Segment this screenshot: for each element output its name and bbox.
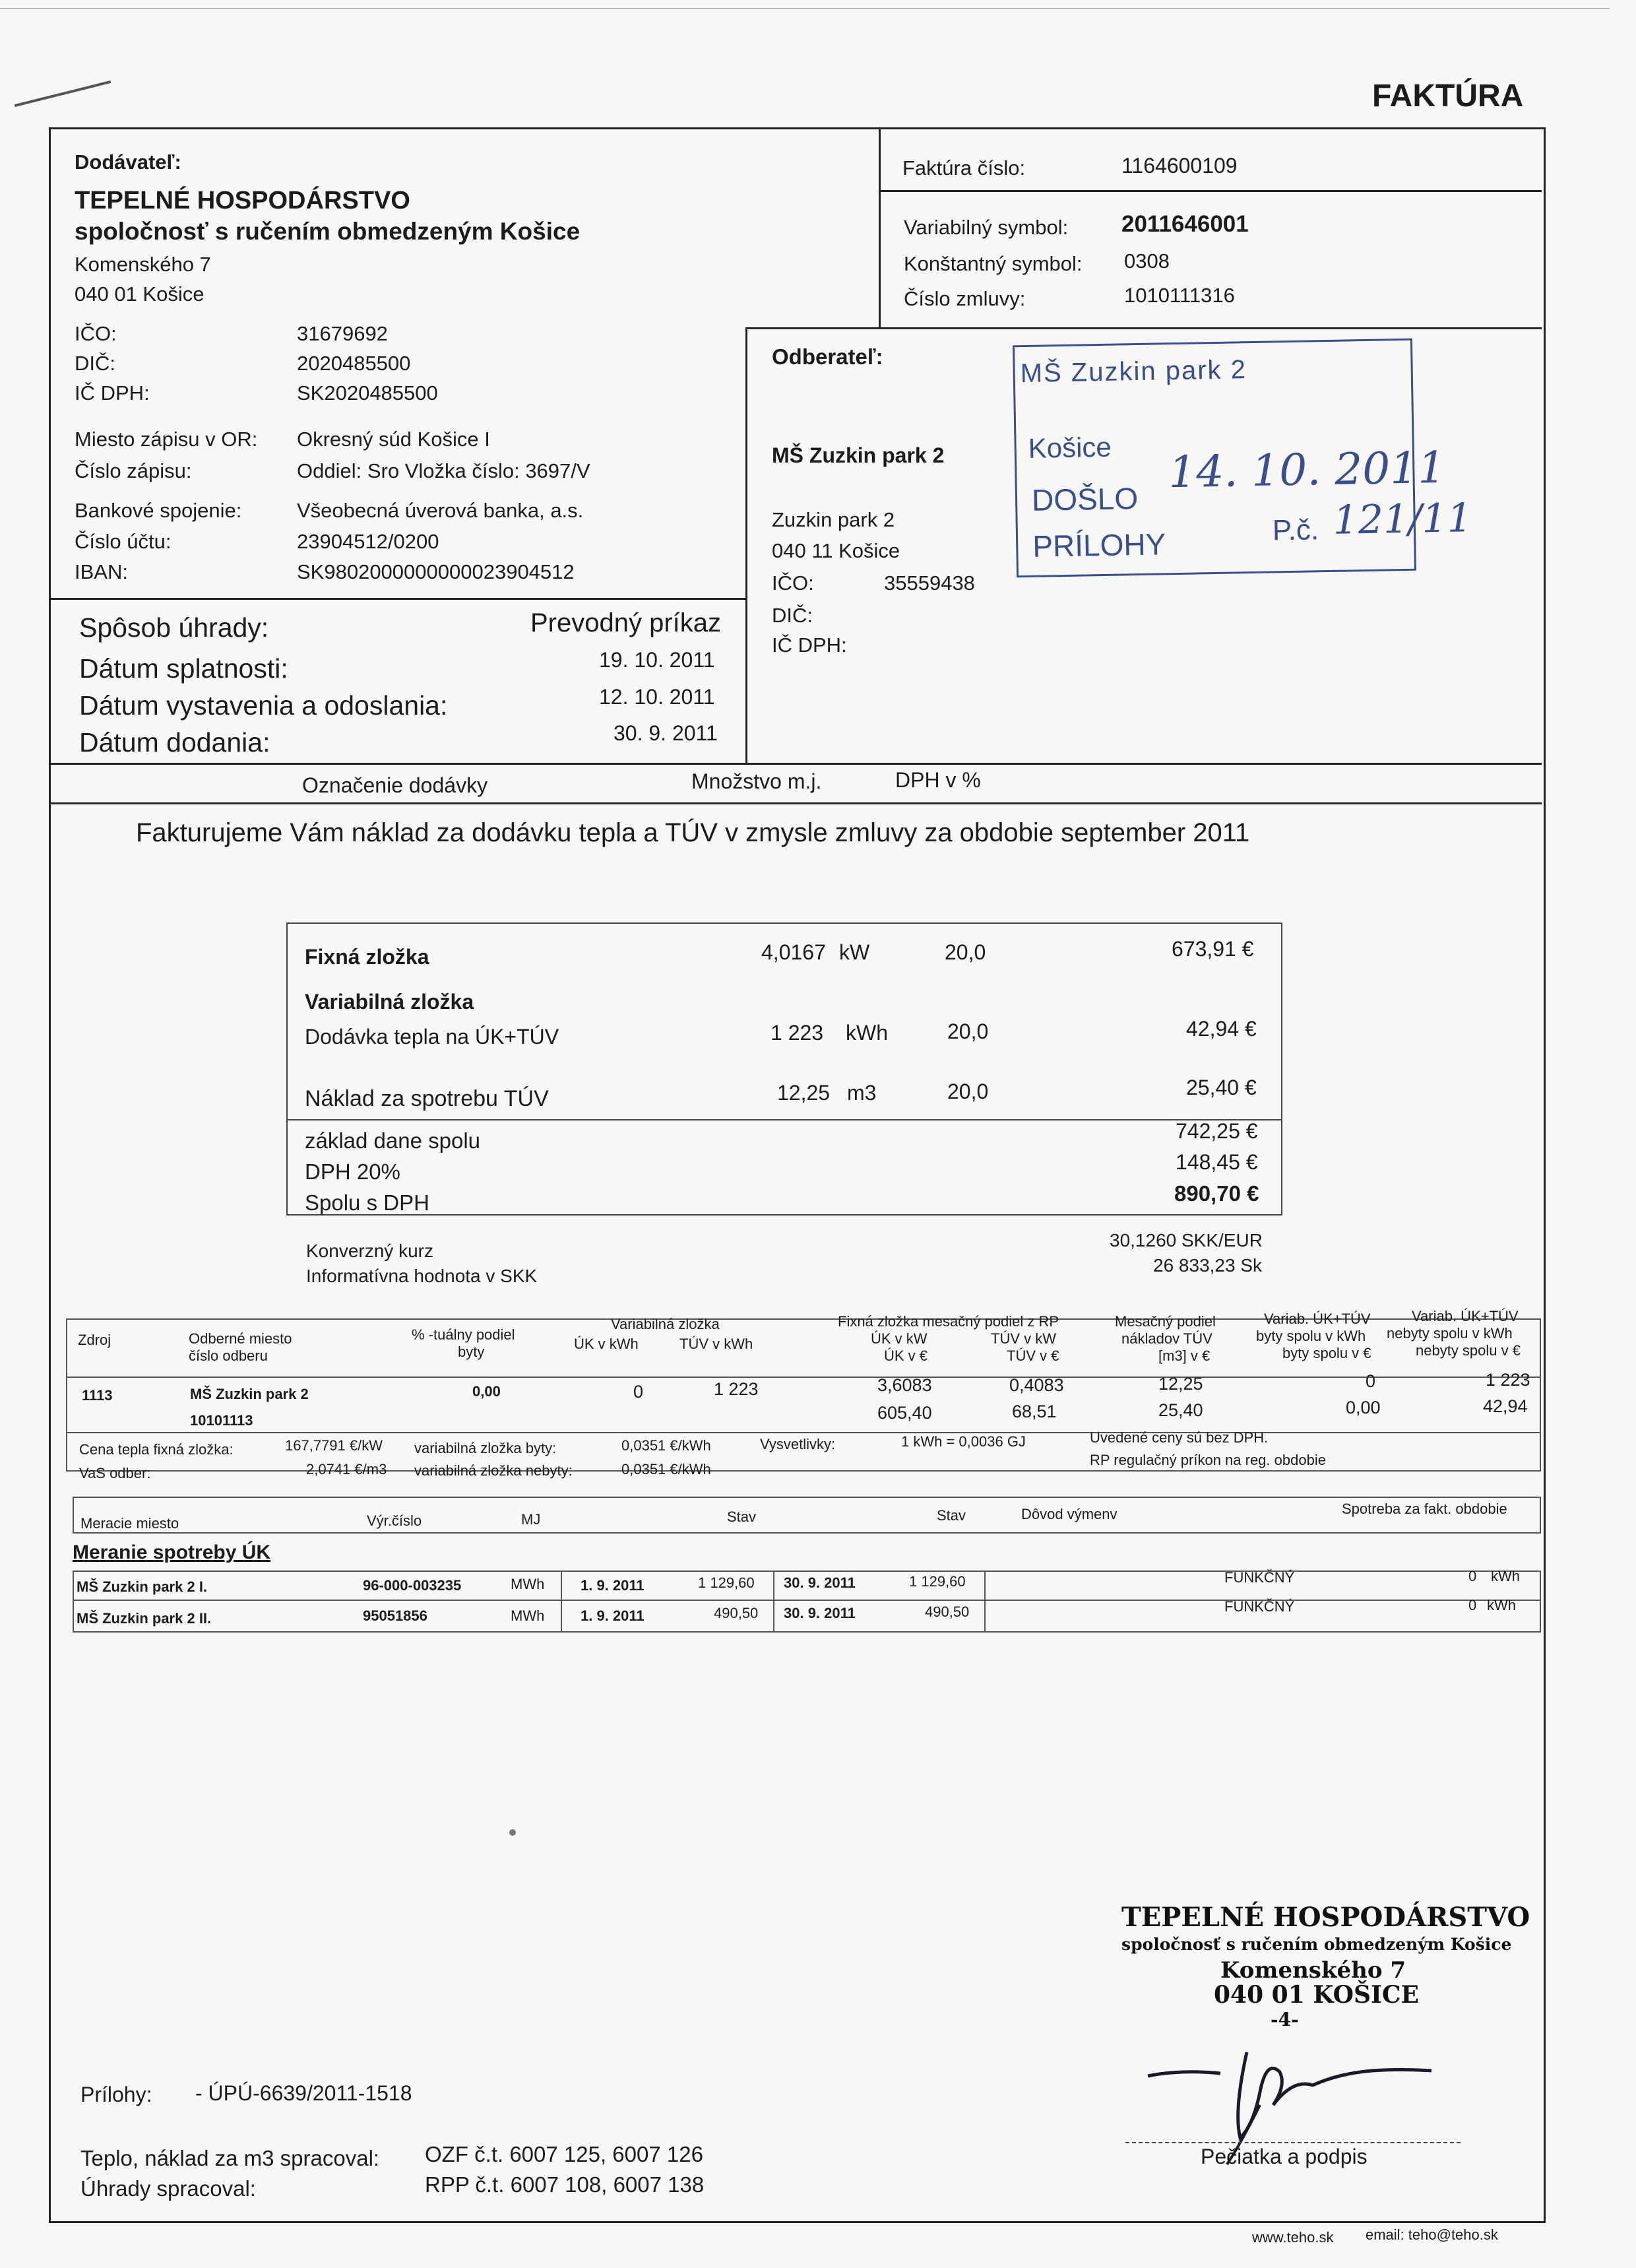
dt-fixed-tuv-kw: 0,4083 bbox=[1009, 1375, 1064, 1395]
meters-col-rule bbox=[984, 1571, 986, 1631]
seal-line-3: Komenského 7 bbox=[1220, 1957, 1406, 1984]
note-legend: 1 kWh = 0,0036 GJ bbox=[901, 1433, 1026, 1450]
stamp-line-4: PRÍLOHY bbox=[1032, 527, 1166, 564]
supplier-icdph-label: IČ DPH: bbox=[75, 381, 150, 405]
dt-var-tuv: 1 223 bbox=[714, 1379, 759, 1399]
divider bbox=[745, 327, 747, 763]
hot-water-qty: 12,25 bbox=[777, 1081, 831, 1105]
meters-header-row bbox=[73, 1497, 1541, 1534]
meter-2-unit: MWh bbox=[511, 1607, 545, 1624]
signature-label: Pečiatka a podpis bbox=[1201, 2145, 1368, 2168]
meters-section-title: Meranie spotreby ÚK bbox=[73, 1541, 271, 1563]
dt-fixed-tuv-eur: 68,51 bbox=[1012, 1402, 1057, 1421]
meter-2-date-from: 1. 9. 2011 bbox=[581, 1607, 645, 1624]
stamp-line-1: MŠ Zuzkin park 2 bbox=[1020, 355, 1247, 389]
supplier-or: Okresný súd Košice I bbox=[297, 428, 490, 451]
contract-number-label: Číslo zmluvy: bbox=[904, 287, 1026, 310]
col-designation: Označenie dodávky bbox=[302, 773, 488, 797]
meter-1-state-from: 1 129,60 bbox=[698, 1574, 755, 1591]
supplier-street: Komenského 7 bbox=[75, 253, 211, 276]
constant-symbol-label: Konštantný symbol: bbox=[904, 252, 1083, 275]
meter-2-state-from: 490,50 bbox=[714, 1605, 759, 1621]
divider bbox=[49, 802, 1542, 804]
meter-2-consumption: 0 bbox=[1468, 1597, 1477, 1613]
dt-h-monthly-2: nákladov TÚV bbox=[1121, 1330, 1212, 1347]
supplier-zapis: Oddiel: Sro Vložka číslo: 3697/V bbox=[297, 459, 590, 482]
meters-h-place: Meracie miesto bbox=[80, 1515, 179, 1532]
hot-water-vat: 20,0 bbox=[947, 1080, 989, 1103]
dt-monthly-eur: 25,40 bbox=[1158, 1400, 1203, 1420]
customer-ico: 35559438 bbox=[884, 571, 975, 595]
note-prices-excl-vat: Uvedené ceny sú bez DPH. bbox=[1090, 1429, 1269, 1446]
meters-col-rule bbox=[773, 1571, 774, 1631]
heat-processed: OZF č.t. 6007 125, 6007 126 bbox=[425, 2142, 703, 2166]
meter-1-consumption: 0 bbox=[1468, 1568, 1477, 1584]
dt-h-var-flats-2: byty spolu v kWh bbox=[1256, 1328, 1366, 1344]
note-var-nonflats-label: variabilná zložka nebyty: bbox=[414, 1462, 573, 1479]
hot-water-amount: 25,40 € bbox=[1186, 1076, 1257, 1099]
supplier-name: TEPELNÉ HOSPODÁRSTVO bbox=[75, 187, 410, 214]
supplier-or-label: Miesto zápisu v OR: bbox=[75, 428, 258, 451]
vat-label: DPH 20% bbox=[305, 1159, 400, 1184]
note-var-flats-label: variabilná zložka byty: bbox=[414, 1440, 557, 1456]
heat-delivery-unit: kWh bbox=[846, 1021, 888, 1045]
supplier-ico-label: IČO: bbox=[75, 322, 117, 345]
supplier-icdph: SK2020485500 bbox=[297, 381, 438, 405]
meter-2-status: FUNKČNÝ bbox=[1224, 1598, 1295, 1615]
document-title: FAKTÚRA bbox=[1372, 79, 1524, 113]
scan-artifact-edge bbox=[0, 8, 1610, 9]
meter-2-date-to: 30. 9. 2011 bbox=[784, 1605, 856, 1621]
tax-base-amount: 742,25 € bbox=[1176, 1119, 1258, 1143]
dt-h-place-2: číslo odberu bbox=[189, 1347, 268, 1364]
delivery-date: 30. 9. 2011 bbox=[614, 721, 718, 745]
dt-h-variable: Variabilná zložka bbox=[611, 1316, 720, 1332]
supplier-heading: Dodávateľ: bbox=[75, 150, 181, 174]
fixed-component-amount: 673,91 € bbox=[1172, 937, 1254, 961]
received-stamp bbox=[1013, 339, 1473, 578]
website-link[interactable]: www.teho.sk bbox=[1252, 2229, 1334, 2246]
dt-h-monthly-1: Mesačný podiel bbox=[1115, 1313, 1216, 1330]
supplier-ico: 31679692 bbox=[297, 322, 388, 345]
conversion-rate: 30,1260 SKK/EUR bbox=[1110, 1230, 1263, 1250]
meter-2-state-to: 490,50 bbox=[925, 1604, 970, 1620]
issue-date: 12. 10. 2011 bbox=[599, 685, 715, 709]
items-subtotal-divider bbox=[286, 1119, 1281, 1120]
dt-var-nonflats-eur: 42,94 bbox=[1483, 1396, 1528, 1416]
supplier-account-label: Číslo účtu: bbox=[75, 530, 172, 553]
detail-table-rule bbox=[66, 1377, 1540, 1378]
total-amount: 890,70 € bbox=[1174, 1181, 1259, 1206]
note-rp: RP regulačný príkon na reg. obdobie bbox=[1090, 1452, 1326, 1468]
payment-method: Prevodný príkaz bbox=[530, 608, 722, 637]
heat-processed-label: Teplo, náklad za m3 spracoval: bbox=[80, 2146, 380, 2170]
meter-2-consumption-unit: kWh bbox=[1487, 1597, 1516, 1613]
scan-speck bbox=[509, 1829, 516, 1836]
meters-h-consumption: Spotreba za fakt. obdobie bbox=[1342, 1501, 1507, 1517]
fixed-component-qty: 4,0167 bbox=[761, 940, 826, 964]
delivery-date-label: Dátum dodania: bbox=[79, 727, 270, 758]
col-quantity: Množstvo m.j. bbox=[691, 769, 822, 793]
seal-line-1: TEPELNÉ HOSPODÁRSTVO bbox=[1121, 1902, 1530, 1933]
note-water: 2,0741 €/m3 bbox=[306, 1461, 387, 1477]
dt-monthly-m3: 12,25 bbox=[1158, 1374, 1203, 1394]
skk-value: 26 833,23 Sk bbox=[1153, 1255, 1263, 1276]
note-water-label: VaS odber: bbox=[79, 1465, 151, 1481]
attachments: - ÚPÚ-6639/2011-1518 bbox=[195, 2081, 412, 2105]
scan-artifact-line bbox=[15, 81, 111, 107]
invoice-number-label: Faktúra číslo: bbox=[902, 156, 1026, 179]
supplier-legal-form: spoločnosť s ručením obmedzeným Košice bbox=[75, 218, 581, 245]
divider bbox=[879, 127, 881, 329]
fixed-component-unit: kW bbox=[839, 940, 870, 964]
dt-h-var-flats-1: Variab. ÚK+TÚV bbox=[1264, 1311, 1371, 1327]
meter-1-unit: MWh bbox=[511, 1576, 545, 1592]
signature-line bbox=[1125, 2142, 1461, 2143]
dt-consumer-number: 10101113 bbox=[190, 1412, 253, 1429]
dt-h-variable-uk: ÚK v kWh bbox=[574, 1336, 639, 1352]
meter-1-name: MŠ Zuzkin park 2 I. bbox=[77, 1578, 208, 1595]
heat-delivery-amount: 42,94 € bbox=[1186, 1017, 1257, 1041]
dt-h-share-1: % -tuálny podiel bbox=[412, 1326, 515, 1343]
dt-h-var-flats-3: byty spolu v € bbox=[1282, 1345, 1371, 1361]
supplier-zapis-label: Číslo zápisu: bbox=[75, 459, 192, 482]
dt-h-fixed-uk-eur: ÚK v € bbox=[884, 1347, 928, 1364]
dt-h-monthly-3: [m3] v € bbox=[1158, 1347, 1211, 1364]
meters-h-state-1: Stav bbox=[727, 1508, 757, 1525]
variable-symbol-label: Variabilný symbol: bbox=[904, 216, 1069, 239]
meter-2-serial: 95051856 bbox=[363, 1607, 427, 1624]
meters-h-serial: Výr.číslo bbox=[367, 1512, 422, 1529]
hot-water-label: Náklad za spotrebu TÚV bbox=[305, 1086, 549, 1111]
dt-var-flats-eur: 0,00 bbox=[1346, 1398, 1381, 1417]
heat-delivery-label: Dodávka tepla na ÚK+TÚV bbox=[305, 1025, 559, 1049]
hot-water-unit: m3 bbox=[847, 1081, 877, 1105]
dt-h-fixed-uk-kw: ÚK v kW bbox=[871, 1330, 928, 1347]
dt-var-uk: 0 bbox=[633, 1382, 644, 1402]
meter-1-date-from: 1. 9. 2011 bbox=[581, 1577, 645, 1594]
note-var-flats: 0,0351 €/kWh bbox=[621, 1437, 711, 1454]
stamp-pc-label: P.č. bbox=[1272, 513, 1319, 547]
dt-h-source: Zdroj bbox=[78, 1332, 111, 1348]
supplier-iban-label: IBAN: bbox=[75, 560, 128, 583]
meter-1-consumption-unit: kWh bbox=[1491, 1568, 1520, 1584]
heat-delivery-qty: 1 223 bbox=[771, 1021, 824, 1045]
dt-source: 1113 bbox=[82, 1387, 113, 1404]
supplier-iban: SK9802000000000023904512 bbox=[297, 560, 575, 583]
supplier-account: 23904512/0200 bbox=[297, 530, 439, 553]
dt-place: MŠ Zuzkin park 2 bbox=[190, 1386, 309, 1402]
divider bbox=[745, 327, 1542, 329]
items-box bbox=[286, 923, 1282, 1215]
meter-1-date-to: 30. 9. 2011 bbox=[784, 1574, 856, 1591]
dt-h-place-1: Odberné miesto bbox=[189, 1330, 292, 1347]
col-vat: DPH v % bbox=[895, 768, 981, 792]
customer-dic-label: DIČ: bbox=[772, 604, 813, 627]
divider bbox=[879, 190, 1542, 192]
skk-value-label: Informatívna hodnota v SKK bbox=[306, 1266, 538, 1286]
seal-line-4: 040 01 KOŠICE bbox=[1214, 1981, 1419, 2009]
meter-2-name: MŠ Zuzkin park 2 II. bbox=[77, 1610, 212, 1627]
dt-h-fixed-tuv-kw: TÚV v kW bbox=[991, 1330, 1056, 1347]
meters-row-rule bbox=[73, 1600, 1540, 1601]
customer-icdph-label: IČ DPH: bbox=[772, 633, 847, 657]
dt-share: 0,00 bbox=[472, 1383, 501, 1400]
meter-1-status: FUNKČNÝ bbox=[1224, 1569, 1295, 1586]
dt-var-nonflats-kwh: 1 223 bbox=[1486, 1370, 1530, 1390]
stamp-pc-number: 121/11 bbox=[1333, 495, 1473, 544]
customer-heading: Odberateľ: bbox=[772, 344, 883, 369]
note-heat-price: 167,7791 €/kW bbox=[285, 1437, 383, 1454]
invoice-intro: Fakturujeme Vám náklad za dodávku tepla a TÚV v zmysle zmluvy za obdobie september 2011 bbox=[136, 818, 1250, 847]
supplier-bank-label: Bankové spojenie: bbox=[75, 499, 242, 522]
meters-col-rule bbox=[561, 1571, 562, 1631]
customer-street: Zuzkin park 2 bbox=[772, 508, 895, 531]
meter-1-state-to: 1 129,60 bbox=[909, 1573, 966, 1590]
meters-h-unit: MJ bbox=[521, 1511, 541, 1528]
divider bbox=[49, 763, 1542, 765]
stamp-line-2: Košice bbox=[1028, 431, 1112, 464]
dt-h-var-nonflats-1: Variab. ÚK+TÚV bbox=[1412, 1308, 1519, 1324]
dt-fixed-uk-kw: 3,6083 bbox=[877, 1375, 932, 1395]
seal-line-5: -4- bbox=[1271, 2009, 1299, 2030]
stamp-line-3: DOŠLO bbox=[1031, 481, 1139, 517]
contract-number: 1010111316 bbox=[1124, 284, 1235, 307]
dt-h-share-2: byty bbox=[458, 1344, 485, 1360]
note-legend-label: Vysvetlivky: bbox=[760, 1436, 836, 1452]
note-var-nonflats: 0,0351 €/kWh bbox=[621, 1461, 711, 1477]
divider bbox=[49, 598, 747, 600]
tax-base-label: základ dane spolu bbox=[305, 1128, 481, 1153]
dt-h-fixed: Fixná zložka mesačný podiel z RP bbox=[838, 1313, 1059, 1330]
email-link[interactable]: email: teho@teho.sk bbox=[1366, 2226, 1498, 2243]
customer-ico-label: IČO: bbox=[772, 571, 814, 595]
fixed-component-vat: 20,0 bbox=[945, 940, 986, 964]
heat-delivery-vat: 20,0 bbox=[947, 1020, 989, 1043]
variable-component-label: Variabilná zložka bbox=[305, 990, 474, 1014]
dt-h-var-nonflats-3: nebyty spolu v € bbox=[1416, 1342, 1521, 1359]
attachments-label: Prílohy: bbox=[80, 2083, 152, 2106]
variable-symbol: 2011646001 bbox=[1121, 211, 1249, 237]
vat-amount: 148,45 € bbox=[1176, 1150, 1258, 1174]
dt-h-variable-tuv: TÚV v kWh bbox=[679, 1336, 753, 1352]
supplier-dic-label: DIČ: bbox=[75, 352, 115, 375]
stamp-date: 14. 10. 2011 bbox=[1168, 441, 1446, 498]
customer-city: 040 11 Košice bbox=[772, 539, 900, 562]
invoice-number: 1164600109 bbox=[1121, 154, 1238, 178]
seal-line-2: spoločnosť s ručením obmedzeným Košice bbox=[1121, 1935, 1512, 1954]
payments-processed: RPP č.t. 6007 108, 6007 138 bbox=[425, 2172, 705, 2197]
payment-method-label: Spôsob úhrady: bbox=[79, 612, 269, 643]
dt-var-flats-kwh: 0 bbox=[1366, 1371, 1376, 1391]
dt-fixed-uk-eur: 605,40 bbox=[877, 1403, 932, 1423]
total-label: Spolu s DPH bbox=[305, 1190, 429, 1215]
supplier-dic: 2020485500 bbox=[297, 352, 411, 375]
conversion-rate-label: Konverzný kurz bbox=[306, 1241, 433, 1261]
supplier-bank: Všeobecná úverová banka, a.s. bbox=[297, 499, 584, 522]
meter-1-serial: 96-000-003235 bbox=[363, 1577, 462, 1594]
customer-name: MŠ Zuzkin park 2 bbox=[772, 443, 945, 467]
due-date: 19. 10. 2011 bbox=[599, 648, 715, 672]
detail-table-rule bbox=[66, 1432, 1540, 1433]
issue-date-label: Dátum vystavenia a odoslania: bbox=[79, 690, 448, 721]
supplier-city: 040 01 Košice bbox=[75, 282, 204, 306]
meters-h-state-2: Stav bbox=[937, 1507, 966, 1524]
constant-symbol: 0308 bbox=[1124, 249, 1170, 273]
meters-h-reason: Dôvod výmenv bbox=[1021, 1506, 1117, 1522]
due-date-label: Dátum splatnosti: bbox=[79, 653, 288, 684]
note-heat-price-label: Cena tepla fixná zložka: bbox=[79, 1441, 234, 1458]
dt-h-fixed-tuv-eur: TÚV v € bbox=[1007, 1347, 1059, 1364]
fixed-component-label: Fixná zložka bbox=[305, 945, 429, 969]
payments-processed-label: Úhrady spracoval: bbox=[80, 2176, 256, 2201]
dt-h-var-nonflats-2: nebyty spolu v kWh bbox=[1387, 1325, 1513, 1342]
